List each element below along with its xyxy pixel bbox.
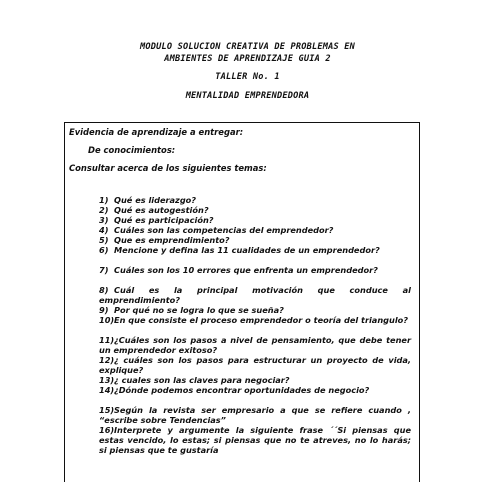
item-text: Que es emprendimiento?	[114, 235, 230, 245]
item-number: 1)	[99, 195, 109, 205]
list-item	[99, 265, 411, 275]
item-number: 3)	[99, 215, 109, 225]
item-number: 11)	[99, 335, 115, 345]
workshop-number: TALLER No. 1	[215, 72, 280, 82]
list-item	[99, 215, 411, 225]
knowledge-subheading: De conocimientos:	[88, 145, 176, 155]
workshop-topic: MENTALIDAD EMPRENDEDORA	[185, 91, 310, 101]
item-number: 5)	[99, 235, 109, 245]
list-item	[99, 235, 411, 245]
item-number: 14)	[99, 385, 115, 395]
list-item	[99, 315, 411, 325]
item-number: 6)	[99, 245, 109, 255]
list-item	[99, 355, 411, 375]
item-number: 13)	[99, 375, 115, 385]
item-number: 8)	[99, 285, 109, 295]
list-item	[99, 305, 411, 315]
item-text: Qué es autogestión?	[114, 205, 209, 215]
evidence-box	[64, 122, 420, 482]
item-text: Cuáles son los 10 errores que enfrenta un emprendedor?	[114, 265, 378, 275]
module-title: MODULO SOLUCION CREATIVA DE PROBLEMAS EN	[140, 42, 355, 52]
item-text: ¿Dónde podemos encontrar oportunidades de negocio?	[114, 385, 370, 395]
list-item	[99, 225, 411, 235]
list-item	[99, 195, 411, 205]
item-number: 15)	[99, 405, 115, 415]
item-text: En que consiste el proceso emprendedor o teoría del triangulo?	[114, 315, 409, 325]
module-subtitle: AMBIENTES DE APRENDIZAJE GUIA 2	[164, 54, 331, 64]
list-item	[99, 375, 411, 385]
item-text: Interprete y argumente la siguiente frase ´´Si piensas que estas vencido, lo estas; si piensas que no te atreves, no lo harás; si piensas que te gustaría	[99, 425, 411, 455]
list-item	[99, 205, 411, 215]
list-item	[99, 405, 411, 425]
item-text: Mencione y defina las 11 cualidades de un emprendedor?	[114, 245, 380, 255]
item-number: 2)	[99, 205, 109, 215]
item-number: 4)	[99, 225, 109, 235]
item-number: 9)	[99, 305, 109, 315]
item-text: ¿ cuáles son los pasos para estructurar un proyecto de vida, explique?	[99, 355, 411, 375]
list-item	[99, 245, 411, 255]
item-number: 12)	[99, 355, 115, 365]
item-text: Qué es liderazgo?	[114, 195, 197, 205]
list-item	[99, 285, 411, 305]
item-text: Según la revista ser empresario a que se refiere cuando , “escribe sobre Tendencias”	[99, 405, 411, 425]
item-text: Por qué no se logra lo que se sueña?	[114, 305, 284, 315]
list-item	[99, 335, 411, 355]
item-text: Cuáles son las competencias del emprendedor?	[114, 225, 334, 235]
item-text: ¿Cuáles son los pasos a nivel de pensamiento, que debe tener un emprendedor exitoso?	[99, 335, 411, 355]
item-number: 10)	[99, 315, 115, 325]
item-text: Cuál es la principal motivación que conduce al emprendimiento?	[99, 285, 411, 305]
item-text: Qué es participación?	[114, 215, 214, 225]
list-item	[99, 425, 411, 455]
item-text: ¿ cuales son las claves para negociar?	[114, 375, 290, 385]
list-item	[99, 385, 411, 395]
item-number: 16)	[99, 425, 115, 435]
evidence-heading: Evidencia de aprendizaje a entregar:	[69, 127, 244, 137]
instruction-text: Consultar acerca de los siguientes temas:	[69, 163, 267, 173]
item-number: 7)	[99, 265, 109, 275]
